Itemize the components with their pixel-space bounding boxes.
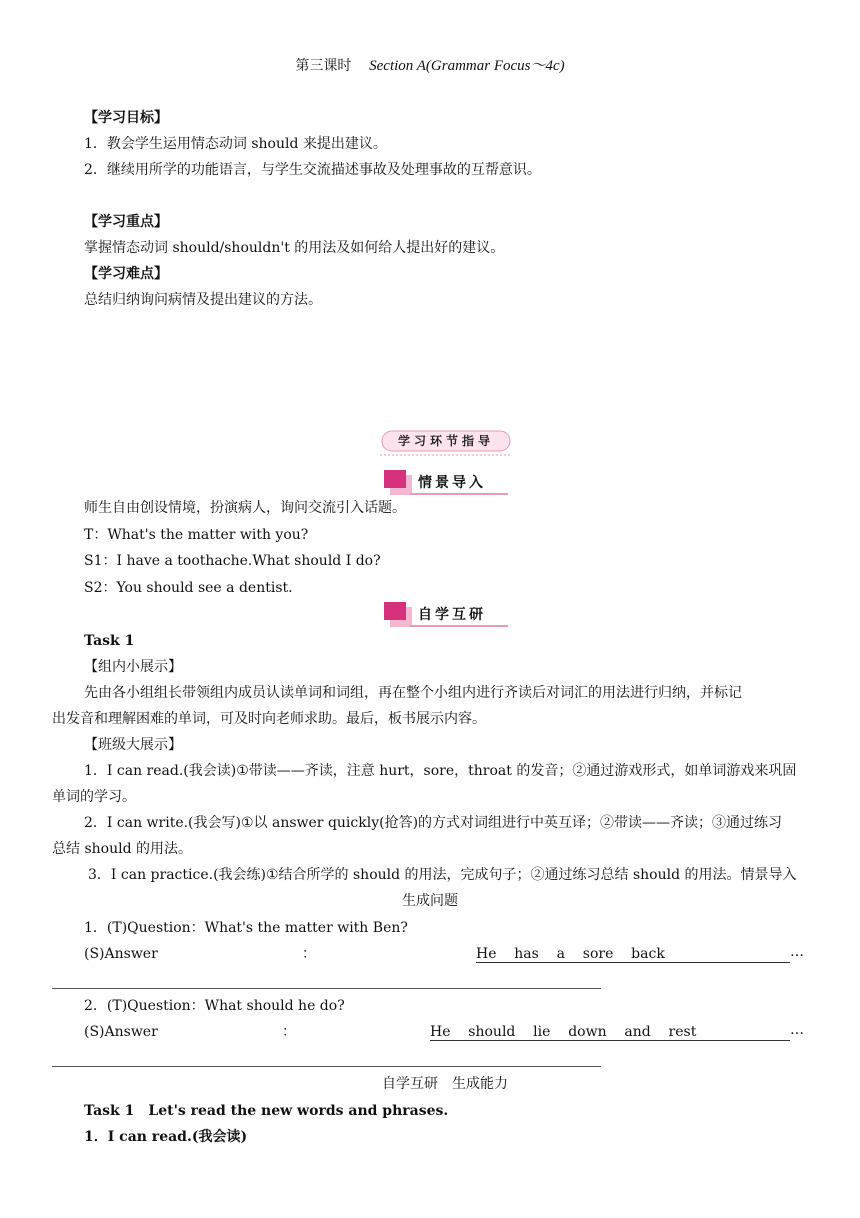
goal-item: 2．继续用所学的功能语言，与学生交流描述事故及处理事故的互帮意识。 xyxy=(84,162,541,178)
difficulties-text: 总结归纳询问病情及提出建议的方法。 xyxy=(84,292,322,308)
answer-rule xyxy=(52,1066,601,1067)
guide-banner xyxy=(380,428,512,458)
scene-line: T：What's the matter with you? xyxy=(84,527,309,543)
square-icon xyxy=(384,602,406,620)
group-show-heading: 【组内小展示】 xyxy=(84,659,182,675)
key-points-text: 掌握情态动词 should/shouldn't 的用法及如何给人提出好的建议。 xyxy=(84,240,505,256)
qa-answer-label: (S)Answer xyxy=(84,1024,158,1040)
qa-question: 1．(T)Question：What's the matter with Ben? xyxy=(84,920,408,936)
goals-heading: 【学习目标】 xyxy=(84,110,168,126)
section-title: 情景导入 xyxy=(418,475,486,491)
group-show-text: 先由各小组组长带领组内成员认读单词和词组，再在整个小组内进行齐读后对词汇的用法进行归纳，并标记 xyxy=(84,685,742,701)
section-label: Section A(Grammar Focus～4c) xyxy=(369,58,565,74)
key-points-heading: 【学习重点】 xyxy=(84,214,168,230)
qa-ellipsis: … xyxy=(790,1022,804,1038)
page-title xyxy=(0,56,860,76)
class-show-item: 2．I can write.(我会写)①以 answer quickly(抢答)的方式对词组进行中英互译；②带读——齐读；③通过练习 xyxy=(84,815,783,831)
section-head-scene xyxy=(384,470,508,496)
qa-colon: ： xyxy=(282,1024,296,1040)
footer-heading: 自学互研 生成能力 xyxy=(382,1076,508,1092)
banner-text: 学习环节指导 xyxy=(397,434,494,448)
scene-line: 师生自由创设情境，扮演病人，询问交流引入话题。 xyxy=(84,500,406,516)
qa-colon: ： xyxy=(302,946,316,962)
lesson-label: 第三课时 xyxy=(295,58,352,74)
divider xyxy=(410,493,508,495)
qa-ellipsis: … xyxy=(790,944,804,960)
class-show-item: 总结 should 的用法。 xyxy=(52,841,192,857)
class-show-item: 单词的学习。 xyxy=(52,789,136,805)
class-show-item: 1．I can read.(我会读)①带读——齐读，注意 hurt，sore，throat 的发音；②通过游戏形式，如单词游戏来巩固 xyxy=(84,763,797,779)
footer-task: Task 1 Let's read the new words and phrases. xyxy=(84,1103,449,1119)
class-show-item: 生成问题 xyxy=(402,893,458,909)
square-icon xyxy=(384,470,406,488)
section-head-self-study xyxy=(384,602,508,628)
scene-line: S2：You should see a dentist. xyxy=(84,580,293,596)
qa-answer: He has a sore back xyxy=(476,946,665,962)
scene-line: S1：I have a toothache.What should I do? xyxy=(84,553,381,569)
answer-rule xyxy=(52,988,601,989)
qa-question: 2．(T)Question：What should he do? xyxy=(84,998,345,1014)
class-show-item: 3．I can practice.(我会练)①结合所学的 should 的用法，完成句子；②通过练习总结 should 的用法。情景导入 xyxy=(88,867,797,883)
difficulties-heading: 【学习难点】 xyxy=(84,266,168,282)
qa-answer: He should lie down and rest xyxy=(430,1024,697,1040)
footer-subline: 1．I can read.(我会读) xyxy=(84,1129,248,1145)
section-title: 自学互研 xyxy=(418,607,486,623)
goal-item: 1．教会学生运用情态动词 should 来提出建议。 xyxy=(84,136,387,152)
class-show-heading: 【班级大展示】 xyxy=(84,737,182,753)
task-label: Task 1 xyxy=(84,633,135,649)
qa-answer-label: (S)Answer xyxy=(84,946,158,962)
divider xyxy=(410,625,508,627)
group-show-text: 出发音和理解困难的单词，可及时向老师求助。最后，板书展示内容。 xyxy=(52,711,486,727)
